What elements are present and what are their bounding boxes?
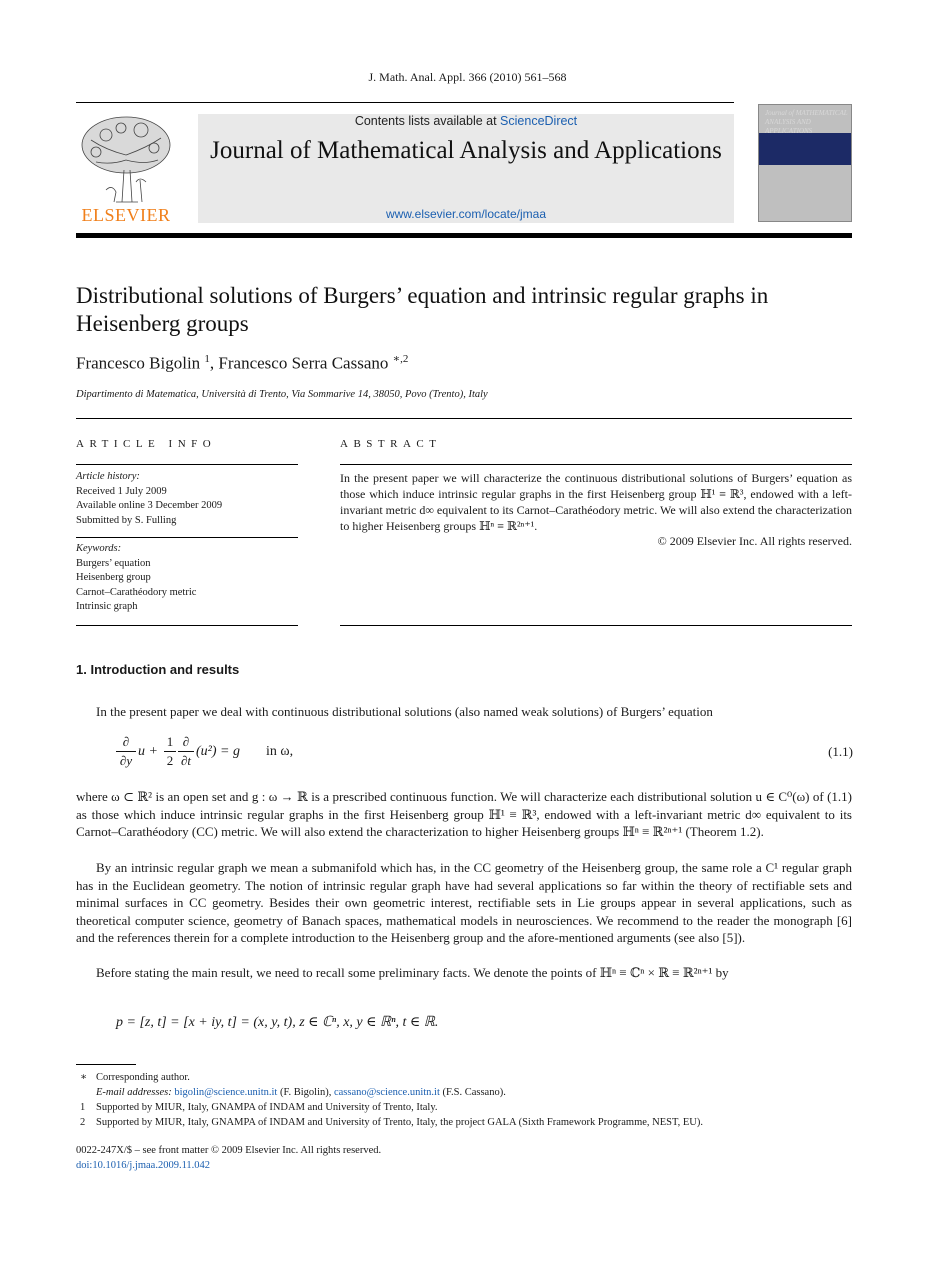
cover-band: [759, 133, 851, 165]
email-link[interactable]: bigolin@science.unitn.it: [174, 1087, 278, 1098]
abstract-rule: [340, 464, 852, 465]
fraction-numerator: 1: [166, 734, 174, 749]
footnote-text: Supported by MIUR, Italy, GNAMPA of INDAM and University of Trento, Italy.: [96, 1102, 438, 1113]
keyword: Carnot–Carathéodory metric: [76, 586, 197, 598]
fraction-numerator: ∂: [122, 734, 130, 749]
equation-number: (1.1): [828, 744, 853, 759]
history-item: Available online 3 December 2009: [76, 500, 223, 511]
header-thick-rule: [76, 233, 852, 238]
keywords: [76, 542, 298, 615]
footnote-mark: 2: [80, 1117, 86, 1128]
abstract-copyright: © 2009 Elsevier Inc. All rights reserved.: [657, 534, 852, 548]
journal-reference: J. Math. Anal. Appl. 366 (2010) 561–568: [368, 70, 567, 84]
author-name: Francesco Serra Cassano: [218, 353, 389, 373]
journal-title: Journal of Mathematical Analysis and Applications: [210, 137, 722, 164]
footnote: [76, 1070, 852, 1085]
article-info-heading: ARTICLE INFO: [76, 438, 217, 450]
header-rule: [76, 102, 734, 103]
footnote-text: Corresponding author.: [96, 1072, 190, 1083]
abstract-rule: [340, 625, 852, 626]
equation-point-notation: p = [z, t] = [x + iy, t] = (x, y, t), z ∈ ℂⁿ, x, y ∈ ℝⁿ, t ∈ ℝ.: [116, 1015, 439, 1030]
author-separator: ,: [209, 353, 219, 373]
history-item: Received 1 July 2009: [76, 485, 167, 497]
keywords-label: Keywords:: [76, 543, 122, 554]
fraction: [164, 734, 176, 769]
issn-line: 0022-247X/$ – see front matter © 2009 Elsevier Inc. All rights reserved.: [76, 1145, 382, 1156]
footnote-text: Supported by MIUR, Italy, GNAMPA of INDAM and University of Trento, Italy, the project GALA (Sixth Framework Programme, NEST, EU).: [96, 1117, 703, 1128]
section-heading: 1. Introduction and results: [76, 662, 240, 677]
abstract-heading: ABSTRACT: [340, 438, 442, 450]
journal-cover-thumbnail: [758, 104, 852, 222]
keyword: Burgers’ equation: [76, 557, 151, 569]
title-rule: [76, 418, 852, 419]
info-rule: [76, 537, 298, 538]
info-rule: [76, 625, 298, 626]
journal-url-link[interactable]: www.elsevier.com/locate/jmaa: [385, 207, 547, 221]
info-rule: [76, 464, 298, 465]
contents-prefix: Contents lists available at: [354, 114, 501, 128]
fraction-numerator: ∂: [182, 734, 190, 749]
paragraph: where ω ⊂ ℝ² is an open set and g : ω → ℝ is a prescribed continuous function. We will characterize each distributional solution u ∈ C⁰(ω) of (1.1) as those which induce intrinsic regular graphs in the first Heisenberg group ℍ¹ ≡ ℝ³, endowed with a left-invariant metric d∞ equivalent to its Carnot–Carathéodory (CC) metric. We will also extend the characterization to higher Heisenberg groups ℍⁿ ≡ ℝ²ⁿ⁺¹ (Theorem 1.2).: [76, 789, 852, 839]
cover-title: Journal of MATHEMATICAL ANALYSIS AND APPLICATIONS: [765, 109, 848, 135]
footnote: [76, 1115, 852, 1130]
fraction-denominator: ∂y: [119, 753, 133, 768]
footnotes: [76, 1070, 852, 1130]
fraction-denominator: 2: [166, 753, 174, 768]
article-history: [76, 470, 298, 528]
front-matter: [76, 1143, 852, 1173]
fraction-denominator: ∂t: [180, 753, 192, 768]
equation-1-1: [116, 734, 852, 774]
fraction-bar: [164, 751, 176, 752]
email-owner: (F.S. Cassano).: [439, 1087, 506, 1098]
paragraph: In the present paper we deal with continuous distributional solutions (also named weak solutions) of Burgers’ equation: [96, 704, 713, 719]
sciencedirect-link[interactable]: ScienceDirect: [500, 114, 578, 128]
author-name: Francesco Bigolin: [76, 353, 201, 373]
footnote-mark: ∗: [80, 1072, 88, 1083]
email-label: E-mail addresses:: [96, 1087, 175, 1098]
doi-link[interactable]: doi:10.1016/j.jmaa.2009.11.042: [76, 1160, 211, 1171]
footnote: [76, 1100, 852, 1115]
footnote-rule: [76, 1064, 136, 1065]
fraction-bar: [178, 751, 194, 752]
email-owner: (F. Bigolin),: [277, 1087, 334, 1098]
fraction: [116, 734, 136, 769]
footnote-emails: [76, 1085, 852, 1100]
author-list: [76, 352, 852, 374]
author-affiliation-mark: ∗,2: [392, 353, 409, 365]
author-affiliation-mark: 1: [204, 353, 210, 365]
equation-domain: in ω,: [266, 744, 294, 759]
history-item: Submitted by S. Fulling: [76, 514, 177, 526]
contents-line: [198, 114, 734, 128]
paragraph: Before stating the main result, we need to recall some preliminary facts. We denote the points of ℍⁿ ≡ ℂⁿ × ℝ ≡ ℝ²ⁿ⁺¹ by: [96, 965, 729, 980]
footnote-mark: 1: [80, 1102, 86, 1113]
equation-term: (u²) = g: [196, 744, 240, 759]
affiliation: Dipartimento di Matematica, Università di Trento, Via Sommarive 14, 38050, Povo (Trento), Italy: [76, 389, 488, 400]
keyword: Intrinsic graph: [76, 601, 138, 612]
fraction: [178, 734, 194, 769]
paragraph: By an intrinsic regular graph we mean a submanifold which has, in the CC geometry of the Heisenberg group, the same role a C¹ regular graph has in the Euclidean geometry. The notion of intrinsic regular graph have had several applications so far within the theory of rectifiable sets and minimal surfaces in CC geometry. Besides their own geometric interest, rectifiable sets in Lie groups appear in several applications, such as theoretical computer science, geometry of Banach spaces, mathematical models in neurosciences. We recommend to the reader the monograph [6] and the references therein for a complete introduction to the Heisenberg group and the afore-mentioned arguments (see also [5]).: [76, 860, 852, 945]
history-label: Article history:: [76, 471, 140, 482]
keyword: Heisenberg group: [76, 572, 151, 583]
email-link[interactable]: cassano@science.unitn.it: [333, 1087, 440, 1098]
publisher-wordmark: ELSEVIER: [81, 205, 171, 225]
abstract-text: In the present paper we will characterize the continuous distributional solutions of Burgers’ equation as those which induce intrinsic regular graphs in the first Heisenberg group ℍ¹ ≡ ℝ³, endowed with a left-invariant metric d∞ equivalent to its Carnot–Carathéodory metric. We will also extend the characterization to higher Heisenberg groups ℍⁿ ≡ ℝ²ⁿ⁺¹.: [340, 471, 852, 533]
paper-title: Distributional solutions of Burgers’ equation and intrinsic regular graphs in Heisenberg groups: [76, 283, 769, 336]
fraction-bar: [116, 751, 136, 752]
equation-term: u +: [138, 744, 158, 759]
